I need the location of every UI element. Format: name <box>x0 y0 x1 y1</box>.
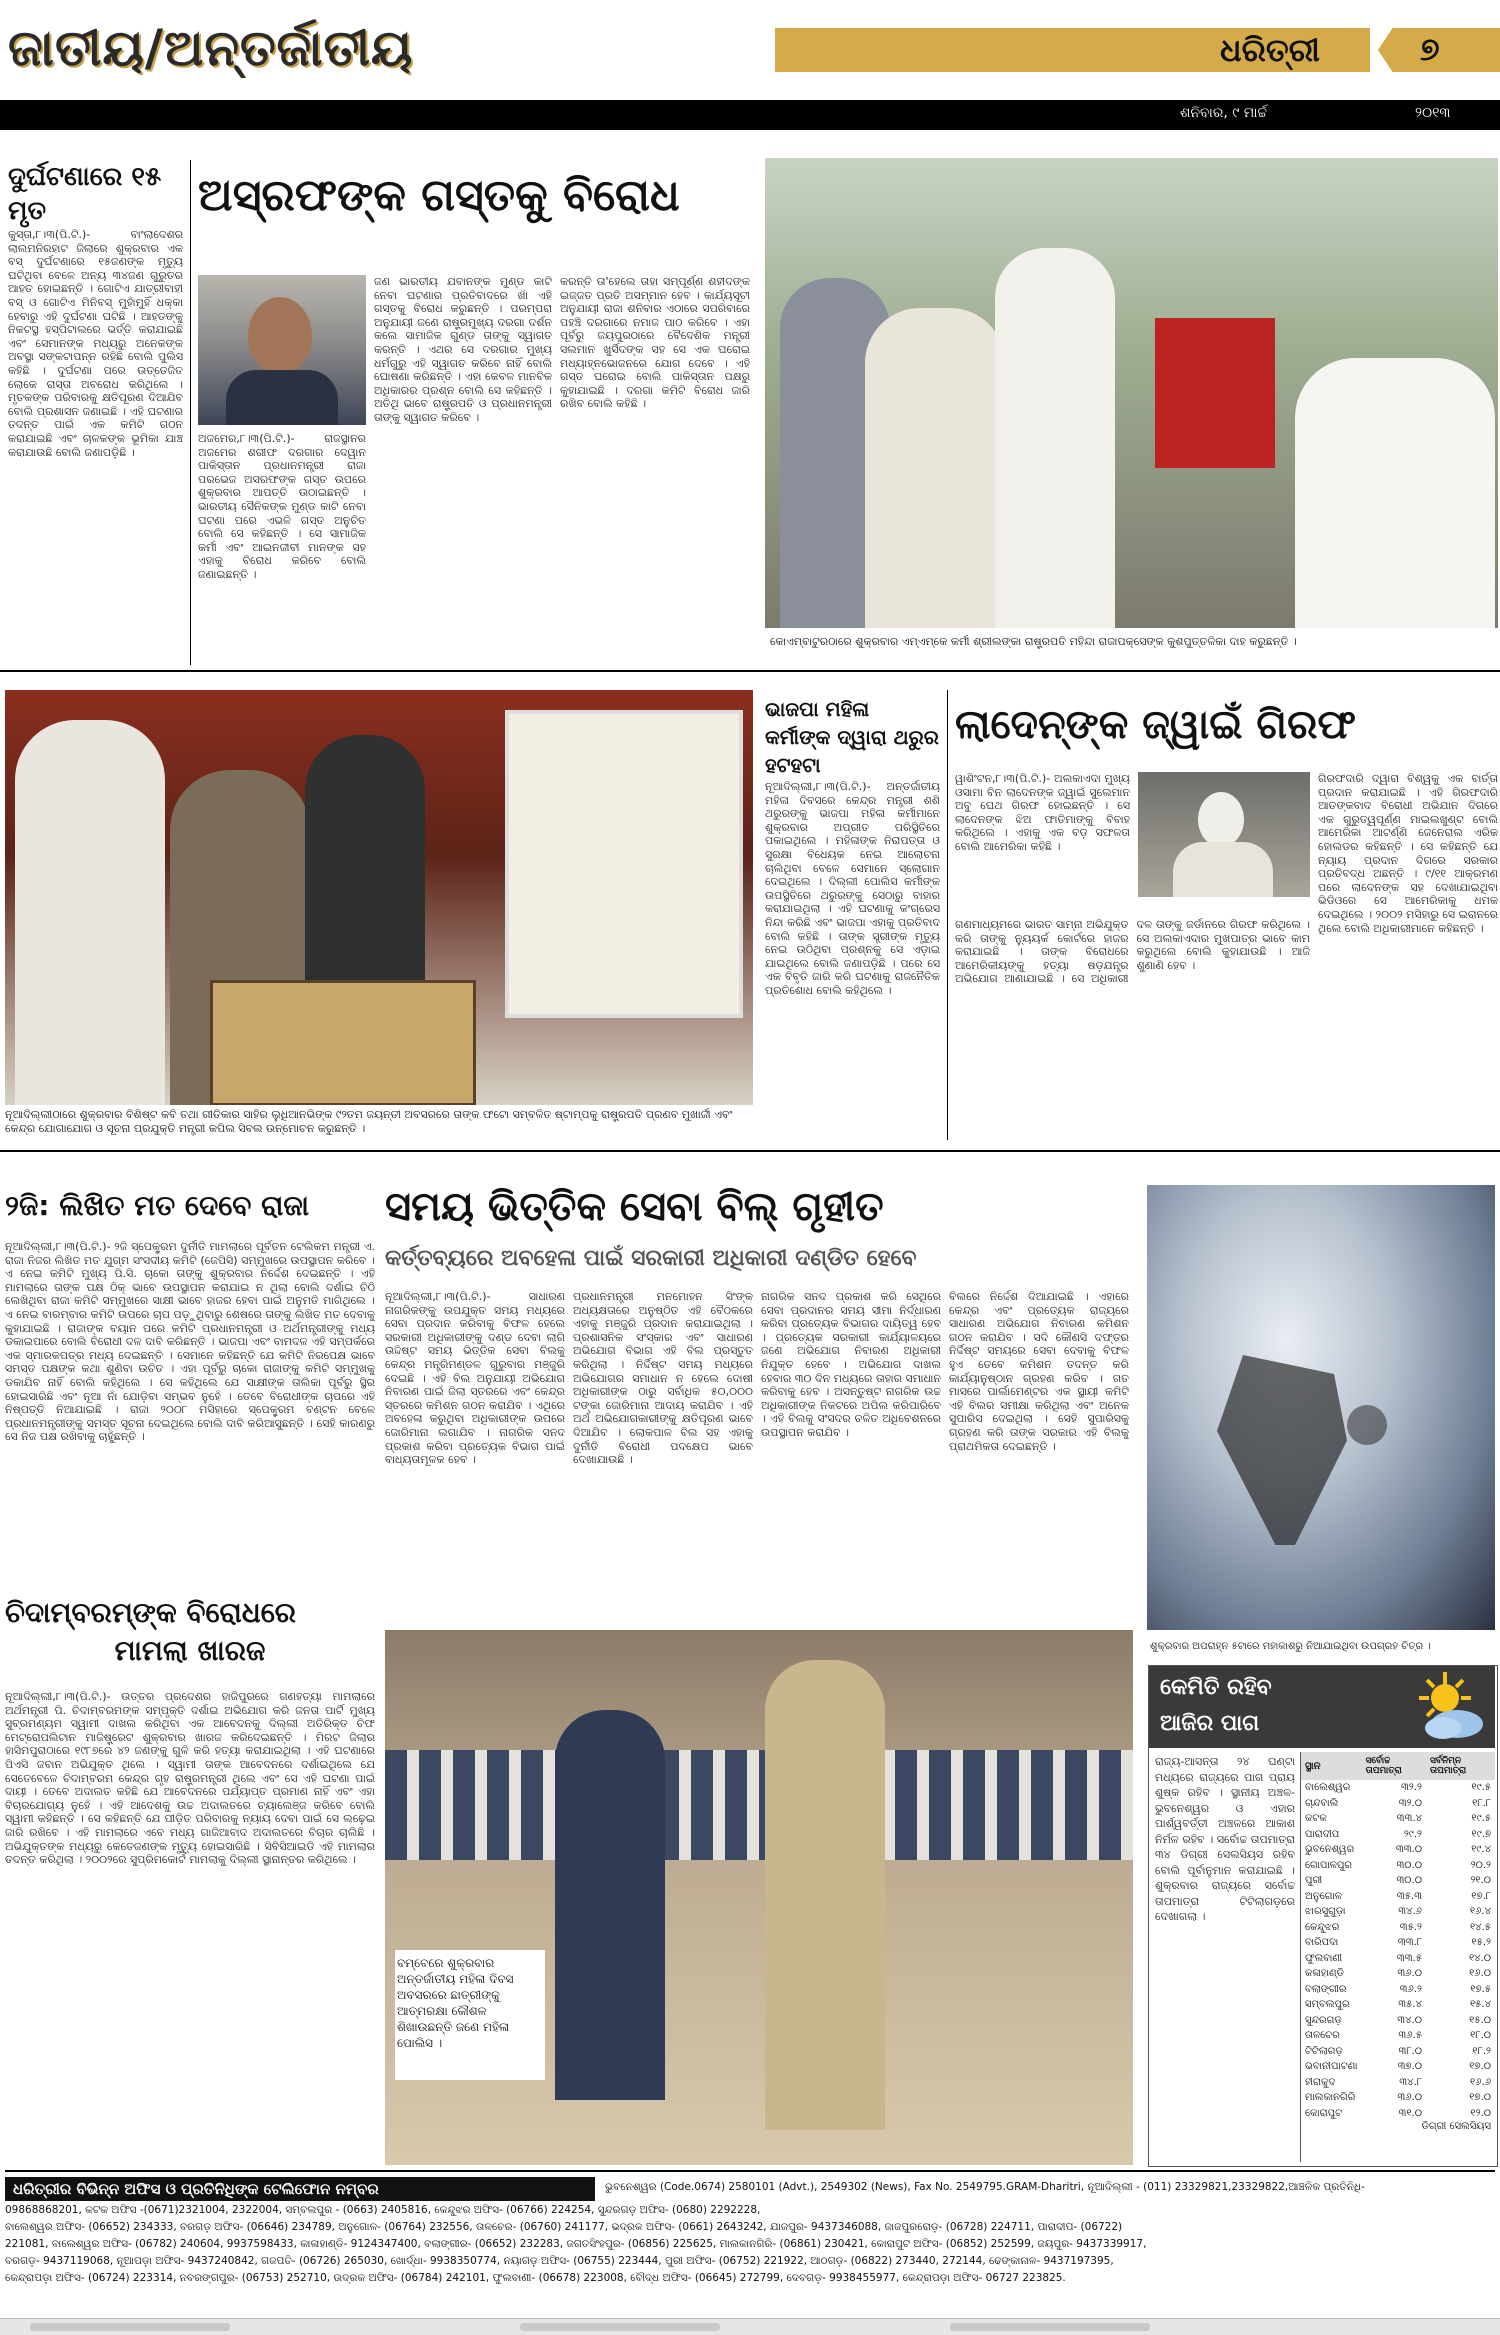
temperature-row <box>1301 2059 1495 2075</box>
temperature-cell-place: ଗୋପାଳପୁର <box>1305 1859 1353 1871</box>
self-defense-photo <box>385 1630 1133 2165</box>
masthead-rule <box>0 100 1500 130</box>
ashraf-portrait-photo <box>198 275 366 425</box>
temperature-cell-max: ୩୬.୦ <box>1397 2092 1422 2104</box>
col-max: ସର୍ବୋଚ୍ଚ ତାପମାତ୍ରା <box>1365 1756 1402 1776</box>
footer-line: ବରଗଡ଼- 9437119068, ନୂଆପଡ଼ା ଅଫିସ- 9437240842, ଗଜପତି- (06726) 265030, ଖୋର୍ଦ୍ଧା- 9938350774, ନୟାଗଡ଼ ଅଫିସ- (06755) 223444, ପୁରୀ ଅଫିସ- (06752) 221922, ଆଠଗଡ଼- (06822) 273440, 272144, ଢେଙ୍କାନାଳ- 9437197395, <box>5 2255 1114 2267</box>
temperature-row <box>1301 1873 1495 1889</box>
temperature-cell-min: ୧୯.୪ <box>1471 1844 1491 1856</box>
temperature-cell-max: ୩୩.୦ <box>1395 1844 1422 1856</box>
temperature-cell-min: ୨୧.୦ <box>1470 1875 1491 1887</box>
temperature-cell-max: ୩୦.୦ <box>1396 1859 1422 1871</box>
masthead <box>0 0 1500 121</box>
service-bill-headline: ସମୟ ଭିତ୍ତିକ ସେବା ବିଲ୍ ଗୃହୀତ <box>385 1184 884 1230</box>
temperature-row <box>1301 2028 1495 2044</box>
temperature-cell-min: ୧୭.୦ <box>1469 2061 1491 2073</box>
temperature-row <box>1301 1858 1495 1874</box>
ashraf-col1: ଅଜମେର,୮।୩(ପି.ଟି.)- ରାଜସ୍ଥାନର ଅଜମେର ଶରୀଫ ଦରଗାର ଦେୱାନ ପାକିସ୍ତାନ ପ୍ରଧାନମନ୍ତ୍ରୀ ରାଜା ପରଭେଜ ଅସରଫଙ୍କ ଗସ୍ତ ଉପରେ ଶୁକ୍ରବାର ଆପତ୍ତି ଉଠାଇଛନ୍ତି । ଭାରତୀୟ ସୈନିକଙ୍କ ମୁଣ୍ଡ କାଟି ନେବା ଘଟଣା ପରେ ଏଭଳି ଗସ୍ତ ଅନୁଚିତ ବୋଲି ସେ କହିଛନ୍ତି । ସେ ସାମାଜିକ କର୍ମୀ ଏବଂ ଆଇନଜୀବୀ ମାନଙ୍କ ସହ ଏହାକୁ ବିରୋଧ କରିବେ ବୋଲି ଜଣାଇଛନ୍ତି । <box>198 432 366 581</box>
temperature-cell-place: କେନ୍ଦୁଝର <box>1305 1921 1340 1933</box>
bjp-headline: ଭାଜପା ମହିଳା କର୍ମୀଙ୍କ ଦ୍ୱାରା ଥରୁର ହଟହଟା <box>765 697 939 777</box>
ashraf-headline: ଅସ୍‌ରଫଙ୍କ ଗସ୍ତକୁ ବିରୋଧ <box>198 170 680 221</box>
footer-line: କେନ୍ଦ୍ରାପଡ଼ା ଅଫିସ- (06724) 223314, ନବରଙ୍ଗପୁର- (06753) 252710, ଉଦ୍ରକ ଅଫିସ- (06784) 242101, ଫୁଲବାଣୀ- (06678) 223008, ବୌଦ୍ଧ ଅଫିସ- (06645) 272799, ଦେବଗଡ଼- 9938455977, କେନ୍ଦ୍ରାପଡ଼ା ଅଫିସ- 06727 223825. <box>5 2272 1066 2284</box>
footer-heading-tail: ଭୁବନେଶ୍ୱର (Code.0674) 2580101 (Advt.), 2549302 (News), Fax No. 2549795.GRAM-Dharitri, ନୂଆଦିଲ୍ଲୀ - (011) 23329821,23329822,ଆଞ୍ଚଳିକ ପ୍ରତିନିଧି- <box>605 2181 1365 2193</box>
temperature-row <box>1301 2075 1495 2091</box>
temperature-cell-max: ୩୫.୪ <box>1398 1999 1422 2011</box>
temperature-row <box>1301 1951 1495 1967</box>
weather-forecast: ରାଜ୍ୟ-ଆସନ୍ତା ୨୪ ଘଣ୍ଟା ମଧ୍ୟରେ ରାଜ୍ୟରେ ପାଗ ପ୍ରାୟ ଶୁଷ୍କ ରହିବ । ସ୍ଥାନୀୟ ଅଞ୍ଚଳ- ଭୁବନେଶ୍ୱର ଓ ଏହାର ପାର୍ଶ୍ୱବର୍ତ୍ତୀ ଅଞ୍ଚଳରେ ଆକାଶ ନିର୍ମଳ ରହିବ । ସର୍ବୋଚ୍ଚ ତାପମାତ୍ରା ୩୪ ଡିଗ୍ରୀ ସେଲସିୟସ ରହିବ ବୋଲି ପୂର୍ବାନୁମାନ କରାଯାଇଛି । ଶୁକ୍ରବାର ରାଜ୍ୟରେ ସର୍ବୋଚ୍ଚ ତାପମାତ୍ରା ଟିଟିଲାଗଡ଼ରେ ଦେଖାଗଲା । <box>1155 1755 1295 1923</box>
chidambaram-headline-line1: ଚିଦାମ୍ବରମ୍‌ଙ୍କ ବିରୋଧରେ <box>5 1596 296 1629</box>
temperature-cell-place: ଭୁବନେଶ୍ୱର <box>1305 1844 1355 1856</box>
temperature-row <box>1301 2106 1495 2122</box>
footer-heading: ଧରିତ୍ରୀର ବିଭିନ୍ନ ଅଫିସ ଓ ପ୍ରତିନିଧିଙ୍କ ଟେଲିଫୋନ ନମ୍ବର <box>13 2180 379 2198</box>
temperature-cell-max: ୩୩.୪ <box>1396 1813 1422 1825</box>
sun-cloud-icon <box>1405 1668 1490 1748</box>
temperature-cell-place: କଳାହାଣ୍ଡି <box>1305 1968 1344 1980</box>
temperature-cell-place: ବଲାଙ୍ଗୀର <box>1305 1983 1347 1995</box>
temperature-cell-min: ୧୮.୨ <box>1472 2045 1491 2057</box>
temperature-cell-place: ତାଳଚେର <box>1305 2030 1340 2042</box>
temperature-cell-place: ଚାନ୍ଦବାଲି <box>1305 1797 1339 1809</box>
satellite-image <box>1147 1185 1495 1630</box>
temperature-cell-min: ୧୭.୦ <box>1469 2092 1491 2104</box>
temperature-cell-max: ୩୦.୦ <box>1396 1875 1422 1887</box>
temperature-cell-place: ଫୁଲବାଣୀ <box>1305 1952 1343 1964</box>
temperature-row <box>1301 1920 1495 1936</box>
unit-note: ଡିଗ୍ରୀ ସେଲସିୟସ <box>1421 2121 1491 2132</box>
temperature-cell-min: ୧୭.୮ <box>1471 1890 1491 1902</box>
scrollbar-thumb[interactable] <box>520 2323 720 2331</box>
issue-date: ଶନିବାର, ୯ ମାର୍ଚ୍ଚ <box>1180 105 1268 121</box>
temperature-row <box>1301 1796 1495 1812</box>
temperature-row <box>1301 1780 1495 1796</box>
temperature-cell-min: ୧୬.୬ <box>1470 2076 1491 2088</box>
temperature-row <box>1301 1997 1495 2013</box>
temperature-cell-max: ୩୩.୫ <box>1396 1952 1422 1964</box>
temperature-cell-place: ମାଲକାନଗିରି <box>1305 2092 1356 2104</box>
weather-title-line1: କେମିତି ରହିବ <box>1160 1675 1272 1700</box>
temperature-cell-min: ୧୭.୫ <box>1470 1983 1491 1995</box>
column-divider <box>190 160 191 665</box>
temperature-cell-max: ୩୬.୦ <box>1397 1968 1422 1980</box>
temperature-cell-max: ୩୬.୫ <box>1398 2030 1422 2042</box>
temperature-cell-place: ବାରିପଦା <box>1305 1937 1339 1949</box>
section-rule <box>0 1150 1500 1152</box>
temperature-row <box>1301 1982 1495 1998</box>
temperature-row <box>1301 1842 1495 1858</box>
laden-col3: ଗିରଫଦାରି ଦ୍ୱାରା ବିଶ୍ୱକୁ ଏକ ବାର୍ତ୍ତା ପ୍ରଦାନ କରାଯାଇଛି । ଏହି ଗିରଫଦାରି ଆତଙ୍କବାଦ ବିରୋଧୀ ଅଭିଯାନ ଦିଗରେ ଏକ ଗୁରୁତ୍ୱପୂର୍ଣ୍ଣ ମାଇଲଖୁଣ୍ଟ ବୋଲି ଆମେରିକା ଆଟର୍ଣ୍ଣି ଜେନେରାଲ ଏରିକ ହୋଲଡର କହିଛନ୍ତି । ସେ କହିଛନ୍ତି ଯେ ନ୍ୟାୟ ପ୍ରଦାନ ଦିଗରେ ସରକାର ପ୍ରତିବଦ୍ଧ ଅଛନ୍ତି । ୯/୧୧ ଆକ୍ରମଣ ପରେ ଲାଦେନଙ୍କ ସହ ଦେଖାଯାଇଥିବା ଭିଡିଓରେ ସେ ଆମେରିକାକୁ ଧମକ ଦେଇଥିଲେ । ୨୦୦୨ ମସିହାରୁ ସେ ଇରାନରେ ଥିଲେ ବୋଲି ଅଧିକାରୀମାନେ କହିଛନ୍ତି । <box>1318 772 1498 935</box>
temperature-row <box>1301 1904 1495 1920</box>
accident-headline: ଦୁର୍ଘଟଣାରେ ୧୫ ମୃତ <box>8 162 162 226</box>
temperature-cell-max: ୩୭.୦ <box>1397 2061 1422 2073</box>
scrollbar-thumb[interactable] <box>950 2323 1150 2331</box>
footer-contacts <box>5 2170 1495 2292</box>
temperature-cell-place: ବାଲେଶ୍ୱର <box>1305 1782 1351 1794</box>
temperature-cell-max: ୩୫.୩ <box>1396 1890 1422 1902</box>
page-number: ୭ <box>1420 30 1440 68</box>
horizontal-scrollbar[interactable] <box>0 2318 1500 2335</box>
temperature-cell-max: ୩୨.୦ <box>1398 1797 1422 1809</box>
footer-line: 09868868201, କଟକ ଅଫିସ -(0671)2321004, 2322004, ସମ୍ବଲପୁର - (0663) 2405816, କେନ୍ଦୁଝର ଅଫିସ- (06766) 224254, ସୁନ୍ଦରଗଡ଼ ଅଫିସ- (0680) 2292228, <box>5 2204 761 2216</box>
laden-col1: ୱାଶିଂଟନ,୮।୩(ପି.ଟି.)- ଅଲକାଏଦା ମୁଖ୍ୟ ଓସାମା ବିନ ଲାଦେନଙ୍କ ଜ୍ୱାଇଁ ସୁଲେମାନ ଅବୁ ଘେଥ ଗିରଫ ହୋଇଛନ୍ତି । ସେ ଲାଦେନଙ୍କ ଝିଅ ଫାତିମାଙ୍କୁ ବିବାହ କରିଥିଲେ । ଏହାକୁ ଏକ ବଡ଼ ସଫଳତା ବୋଲି ଆମେରିକା କହିଛି । <box>955 772 1130 853</box>
temperature-row <box>1301 1935 1495 1951</box>
temperature-cell-max: ୩୮.୦ <box>1398 2045 1422 2057</box>
temperature-cell-max: ୩୪.୦ <box>1397 2014 1422 2026</box>
temperature-row <box>1301 2044 1495 2060</box>
temperature-cell-min: ୧୫.୦ <box>1469 2014 1491 2026</box>
temperature-cell-min: ୧୮.୦ <box>1470 2030 1491 2042</box>
service-bill-subheadline: କର୍ତ୍ତବ୍ୟରେ ଅବହେଳା ପାଇଁ ସରକାରୀ ଅଧିକାରୀ ଦଣ୍ଡିତ ହେବେ <box>385 1246 917 1271</box>
temperature-cell-min: ୧୬.୪ <box>1469 1906 1491 1918</box>
temperature-cell-min: ୧୪.୦ <box>1468 1952 1491 1964</box>
section-title: ଜାତୀୟ/ଅନ୍ତର୍ଜାତୀୟ <box>8 19 414 77</box>
temperature-cell-max: ୩୧.୦ <box>1398 2107 1422 2119</box>
chidambaram-body: ନୂଆଦିଲ୍ଲୀ,୮।୩(ପି.ଟି.)- ଉତ୍ତର ପ୍ରଦେଶର ହାଜିପୁରରେ ଗଣହତ୍ୟା ମାମଲାରେ ଅର୍ଥମନ୍ତ୍ରୀ ପି. ଚିଦାମ୍ବରମଙ୍କ ସମ୍ପୃକ୍ତି ଦର୍ଶାଇ ଅଭିଯୋଗ କରି ଜନତା ପାର୍ଟି ମୁଖ୍ୟ ସୁବ୍ରମଣ୍ୟମ ସ୍ୱାମୀ ଦାଖଲ କରିଥିବା ଏକ ଆବେଦନକୁ ଦିଲ୍ଲୀ ଅତିରିକ୍ତ ଚିଫ ମେଟ୍ରୋପଲିଟାନ ମାଜିଷ୍ଟ୍ରେଟ ଶୁକ୍ରବାର ଖାରଜ କରିଦେଇଛନ୍ତି । ମିରଟ ଜିଲାର ହାସିମପୁରାଠାରେ ୧୯୮୭ରେ ୪୨ ଜଣଙ୍କୁ ଗୁଳି କରି ହତ୍ୟା କରାଯାଇଥିଲା । ଏହି ଘଟଣାରେ ପିଏସି ଜବାନ ଅଭିଯୁକ୍ତ ଥିଲେ । ସ୍ୱାମୀ ତାଙ୍କ ଆବେଦନରେ ଦର୍ଶାଇଥିଲେ ଯେ ସେତେବେଳେ ଚିଦାମ୍ବରମ କେନ୍ଦ୍ର ଗୃହ ରାଷ୍ଟ୍ରମନ୍ତ୍ରୀ ଥିଲେ ଏବଂ ସେ ଏହି ଘଟଣା ପାଇଁ ଦାୟୀ । ତେବେ ଅଦାଲତ କହିଛି ଯେ ଆବେଦନରେ ପର୍ଯ୍ୟାପ୍ତ ପ୍ରମାଣ ନାହିଁ ଏବଂ ଏହା ବିଚାରଯୋଗ୍ୟ ନୁହେଁ । ଏହି ଆଦେଶକୁ ଉଚ୍ଚ ଅଦାଲତରେ ଚ୍ୟାଲେଞ୍ଜ କରିବେ ବୋଲି ସ୍ୱାମୀ କହିଛନ୍ତି । ସେ କହିଛନ୍ତି ଯେ ପୀଡ଼ିତ ପରିବାରକୁ ନ୍ୟାୟ ଦେବା ପାଇଁ ସେ ଲଢ଼େଇ ଜାରି ରଖିବେ । ଏହି ମାମଲାରେ ଏବେ ମଧ୍ୟ ଗାଜିଆବାଦ ଅଦାଲତରେ ବିଚାର ଚାଲିଛି । ଅଭିଯୁକ୍ତଙ୍କ ମଧ୍ୟରୁ କେତେଜଣଙ୍କ ମୃତ୍ୟୁ ହୋଇସାରିଛି । ସିବିସିଆଇଡି ଏହି ମାମଲାର ତଦନ୍ତ କରିଥିଲା । ୨୦୦୨ରେ ସୁପ୍ରିମକୋର୍ଟ ମାମଲାକୁ ଦିଲ୍ଲୀ ସ୍ଥାନାନ୍ତର କରିଥିଲେ । <box>5 1690 375 1867</box>
temperature-cell-max: ୩୬.୨ <box>1399 1983 1422 1995</box>
col-min: ସର୍ବନିମ୍ନ ତାପମାତ୍ରା <box>1429 1756 1467 1776</box>
temperature-cell-max: ୨୯.୨ <box>1403 1828 1422 1840</box>
footer-line: ବାଲେଶ୍ୱର ଅଫିସ- (06652) 234333, ବରଗଡ଼ ଅଫିସ- (06646) 234789, ଅନୁଗୋଳ- (06764) 232556, ତାଳଚେର- (06760) 241177, ଭଦ୍ରକ ଅଫିସ- (0661) 2643242, ଯାଜପୁର- 9437346088, ଜାଜପୁରରୋଡ଼- (06728) 224711, ପାରାଦୀପ- (06722) <box>5 2221 1123 2233</box>
temperature-cell-max: ୩୪.୬ <box>1398 1906 1422 1918</box>
temperature-cell-max: ୩୩.୮ <box>1397 1937 1422 1949</box>
service-bill-col3: ନାଗରିକ ସନଦ ପ୍ରକାଶ କରି ସେଥିରେ ସେବା ପ୍ରଦାନର ସମୟ ସୀମା ନିର୍ଦ୍ଧାରଣ କରିବା ପ୍ରତ୍ୟେକ ବିଭାଗର ଦାୟିତ୍ୱ ହେବ । ପ୍ରତ୍ୟେକ ସରକାରୀ କାର୍ଯ୍ୟାଳୟରେ ଜଣେ ଅଭିଯୋଗ ନିବାରଣ ଅଧିକାରୀ ନିଯୁକ୍ତ ହେବେ । ଅଭିଯୋଗ ଦାଖଲ ହେବାର ୩୦ ଦିନ ମଧ୍ୟରେ ତାହାର ସମାଧାନ କରିବାକୁ ହେବ । ଅସନ୍ତୁଷ୍ଟ ନାଗରିକ ଉଚ୍ଚ ଅଧିକାରୀଙ୍କ ନିକଟରେ ଅପିଲ କରିପାରିବେ । ଏହି ବିଲକୁ ସଂସଦର ଚଳିତ ଅଧିବେଶନରେ ଉପସ୍ଥାପନ କରାଯିବ । <box>761 1290 941 1439</box>
self-defense-caption: ବମ୍ବେରେ ଶୁକ୍ରବାର ଅନ୍ତର୍ଜାତୀୟ ମହିଳା ଦିବସ ଅବସରରେ ଛାତ୍ରୀଙ୍କୁ ଆତ୍ମରକ୍ଷା କୌଶଳ ଶିଖାଉଛନ୍ତି ଜଣେ ମହିଳା ପୋଲିସ । <box>397 1955 537 2075</box>
effigy-burning-photo <box>765 158 1498 628</box>
temperature-cell-min: ୧୪.୫ <box>1469 1921 1491 1933</box>
temperature-cell-place: ଟିଟିଲାଗଡ଼ <box>1305 2045 1343 2057</box>
temperature-cell-min: ୧୫.୨ <box>1471 1937 1491 1949</box>
satellite-caption: ଶୁକ୍ରବାର ଅପରାହ୍ନ ୫ଟାରେ ମହାକାଶରୁ ନିଆଯାଇଥିବା ଉପଗ୍ରହ ଚିତ୍ର । <box>1150 1641 1431 1652</box>
temperature-cell-place: ପୁରୀ <box>1305 1875 1323 1887</box>
temperature-cell-min: ୨୦.୨ <box>1470 1859 1491 1871</box>
temperature-cell-place: ସୁନ୍ଦରଗଡ଼ <box>1305 2014 1342 2026</box>
temperature-cell-min: ୧୯.୫ <box>1471 1782 1491 1794</box>
temperature-row <box>1301 2090 1495 2106</box>
temperature-cell-place: କଟକ <box>1305 1813 1327 1825</box>
stamp-release-photo <box>5 690 753 1105</box>
temperature-row <box>1301 1827 1495 1843</box>
temperature-cell-max: ୩୪.୮ <box>1399 2076 1422 2088</box>
temperature-cell-place: ସମ୍ବଲପୁର <box>1305 1999 1350 2011</box>
scrollbar-thumb[interactable] <box>30 2323 230 2331</box>
paper-name: ଧରିତ୍ରୀ <box>1220 31 1320 69</box>
accident-body: କୁସ୍ତା,୮।୩(ପି.ଟି.)- ବାଂଲାଦେଶର ଲାଲମନିରହାଟ ଜିଲାରେ ଶୁକ୍ରବାର ଏକ ବସ୍ ଦୁର୍ଘଟଣାରେ ୧୫ଜଣଙ୍କ ମୃତ୍ୟୁ ଘଟିଥିବା ବେଳେ ଅନ୍ୟ ୩୪ଜଣ ଗୁରୁତର ଆହତ ହୋଇଛନ୍ତି । ଗୋଟିଏ ଯାତ୍ରୀବାହୀ ବସ୍ ଓ ଗୋଟିଏ ମିନିବସ୍ ମୁହାଁମୁହିଁ ଧକ୍କା ହେବାରୁ ଏହି ଦୁର୍ଘଟଣା ଘଟିଛି । ଆହତଙ୍କୁ ନିକଟସ୍ଥ ହସ୍ପିଟାଲରେ ଭର୍ତ୍ତି କରାଯାଇଛି ଏବଂ ସେମାନଙ୍କ ମଧ୍ୟରୁ ଅନେକଙ୍କ ଅବସ୍ଥା ସଙ୍କଟାପନ୍ନ ରହିଛି ବୋଲି ପୁଲିସ କହିଛି । ଦୁର୍ଘଟଣା ପରେ ଉତ୍ତେଜିତ ଲୋକେ ରାସ୍ତା ଅବରୋଧ କରିଥିଲେ । ମୃତକଙ୍କ ପରିବାରକୁ କ୍ଷତିପୂରଣ ଦିଆଯିବ ବୋଲି ପ୍ରଶାସନ ଜଣାଇଛି । ଏହି ଘଟଣାର ତଦନ୍ତ ପାଇଁ ଏକ କମିଟି ଗଠନ କରାଯାଇଛି ଏବଂ ଚାଳକଙ୍କ ଭୂମିକା ଯାଞ୍ଚ କରାଯାଉଛି ବୋଲି ଜଣାପଡ଼ିଛି । <box>8 228 183 459</box>
temperature-cell-min: ୧୫.୪ <box>1469 1999 1491 2011</box>
stamp-photo-caption: ନୂଆଦିଲ୍ଲୀଠାରେ ଶୁକ୍ରବାର ବିଶିଷ୍ଟ କବି ତଥା ଗୀତିକାର ସାହିର ଲୁଧିଆନଭିଙ୍କ ୯୨ତମ ଜୟନ୍ତୀ ଅବସରରେ ତାଙ୍କ ଫଟୋ ସମ୍ବଳିତ ଷ୍ଟାମ୍ପକୁ ରାଷ୍ଟ୍ରପତି ପ୍ରଣବ ମୁଖାର୍ଜୀ ଏବଂ କେନ୍ଦ୍ର ଯୋଗାଯୋଗ ଓ ସୂଚନା ପ୍ରଯୁକ୍ତି ମନ୍ତ୍ରୀ କପିଲ ସିବଲ ଉନ୍ମୋଚନ କରୁଛନ୍ତି । <box>5 1108 733 1135</box>
twog-headline: ୨ଜି: ଲିଖିତ ମତ ଦେବେ ରାଜା <box>5 1189 310 1222</box>
temperature-grid <box>1301 1752 1495 2121</box>
section-rule <box>0 670 1500 672</box>
temperature-row <box>1301 1889 1495 1905</box>
col-place: ସ୍ଥାନ <box>1305 1760 1321 1772</box>
ashraf-col2: ଜଣ ଭାରତୀୟ ଯବାନଙ୍କ ମୁଣ୍ଡ କାଟି ନେବା ଘଟଣାର ପ୍ରତିବାଦରେ ଖାଁ ଏହି ଗସ୍ତକୁ ବିରୋଧ କରୁଛନ୍ତି । ପରମ୍ପରା ଅନୁଯାୟୀ ଜଣେ ରାଷ୍ଟ୍ରମୁଖ୍ୟ ଦରଗା ଦର୍ଶନ କଲେ ସାମାଜିକ ଗୁଣ୍ଡ ତାଙ୍କୁ ସ୍ୱାଗତ କରନ୍ତି । ଏଥର ସେ ଦରଗାର ମୁଖ୍ୟ ଧର୍ମଗୁରୁ ଏହି ସ୍ୱାଗତ କରିବେ ନାହିଁ ବୋଲି ଘୋଷଣା କରିଛନ୍ତି । ଏହା କେବଳ ମାନବିକ ଅଧିକାରର ପ୍ରଶ୍ନ ବୋଲି ସେ କହିଛନ୍ତି । ଅତିଥି ଭାବେ ରାଷ୍ଟ୍ରପତି ଓ ପ୍ରଧାନମନ୍ତ୍ରୀ ତାଙ୍କୁ ସ୍ୱାଗତ କରିବେ । <box>374 275 552 424</box>
service-bill-col2: ପ୍ରଧାନମନ୍ତ୍ରୀ ମନମୋହନ ସିଂଙ୍କ ଅଧ୍ୟକ୍ଷତାରେ ଅନୁଷ୍ଠିତ ଏହି ବୈଠକରେ ଏହାକୁ ମଞ୍ଜୁରି ପ୍ରଦାନ କରାଯାଇଥିଲା । ପ୍ରଶାସନିକ ସଂସ୍କାର ଏବଂ ସାଧାରଣ ଅଭିଯୋଗ ବିଭାଗ ଏହି ବିଲ ପ୍ରସ୍ତୁତ କରିଥିଲା । ନିର୍ଦ୍ଦିଷ୍ଟ ସମୟ ମଧ୍ୟରେ ଅଭିଯୋଗର ସମାଧାନ ନ ହେଲେ ଦୋଷୀ ଅଧିକାରୀଙ୍କ ଠାରୁ ସର୍ବାଧିକ ୫୦,୦୦୦ ଟଙ୍କା ଜୋରିମାନା ଆଦାୟ କରାଯିବ । ଏହି ଅର୍ଥ ଅଭିଯୋଗକାରୀଙ୍କୁ କ୍ଷତିପୂରଣ ଭାବେ ଦିଆଯିବ । ଲୋକପାଳ ବିଲ ସହ ଏହାକୁ ଦୁର୍ନୀତି ବିରୋଧୀ ପଦକ୍ଷେପ ଭାବେ ଦେଖାଯାଉଛି । <box>573 1290 753 1467</box>
twog-body: ନୂଆଦିଲ୍ଲୀ,୮।୩(ପି.ଟି.)- ୨ଜି ସ୍ପେକ୍ଟ୍ରମ ଦୁର୍ନୀତି ମାମଲାରେ ପୂର୍ବତନ ଟେଲିକମ ମନ୍ତ୍ରୀ ଏ. ରାଜା ନିଜର ଲିଖିତ ମତ ଯୁଗ୍ମ ସଂସଦୀୟ କମିଟି (ଜେପିସି) ସମ୍ମୁଖରେ ଉପସ୍ଥାପନ କରିବେ । ଏ ନେଇ କମିଟି ମୁଖ୍ୟ ପି.ସି. ଚାକୋ ତାଙ୍କୁ ଶୁକ୍ରବାର ନିର୍ଦ୍ଦେଶ ଦେଇଛନ୍ତି । ଏହି ମାମଲାରେ ତାଙ୍କ ପକ୍ଷ ଠିକ୍ ଭାବେ ଉପସ୍ଥାପନ କରାଯାଇ ନ ଥିଲା ବୋଲି ଦର୍ଶାଇ ଚିଠି ଲେଖିଥିବା ରାଜା କମିଟି ସମ୍ମୁଖରେ ସାକ୍ଷୀ ଭାବେ ହାଜର ହେବା ପାଇଁ ଅନୁମତି ମାଗିଥିଲେ । ଏ ନେଇ ବାରମ୍ବାର କମିଟି ଉପରେ ଚାପ ପଡ଼ୁଥିବାରୁ ଶେଷରେ ତାଙ୍କୁ ଲିଖିତ ମତ ଦେବାକୁ କୁହାଯାଇଛି । ରାଜାଙ୍କ ବୟାନ ପରେ କମିଟି ପ୍ରଧାନମନ୍ତ୍ରୀ ଓ ଅର୍ଥମନ୍ତ୍ରୀଙ୍କୁ ମଧ୍ୟ ଡକାଇପାରେ ବୋଲି ବିରୋଧୀ ଦଳ ଦାବି କରିଛନ୍ତି । ଭାଜପା ଏବଂ ବାମଦଳ ଏହି ସମ୍ପର୍କରେ ଏକ ସ୍ମାରକପତ୍ର ମଧ୍ୟ ଦେଇଛନ୍ତି । ସେମାନେ କହିଛନ୍ତି ଯେ କମିଟି ନିରପେକ୍ଷ ଭାବେ ସମସ୍ତ ପକ୍ଷଙ୍କ କଥା ଶୁଣିବା ଉଚିତ । ଏହା ପୂର୍ବରୁ ଚାକୋ ରାଜାଙ୍କୁ କମିଟି ସମ୍ମୁଖକୁ ଡକାଯିବ ନାହିଁ ବୋଲି କହିଥିଲେ । ସେ କହିଥିଲେ ଯେ ସାକ୍ଷୀଙ୍କ ତାଲିକା ପୂର୍ବରୁ ସ୍ଥିର ହୋଇସାରିଛି ଏବଂ ନୂଆ ନାଁ ଯୋଡ଼ିବା ସମ୍ଭବ ନୁହେଁ । ତେବେ ବିରୋଧୀଙ୍କ ଚାପରେ ଏହି ନିଷ୍ପତ୍ତି ନିଆଯାଇଛି । ରାଜା ୨୦୦୮ ମସିହାରେ ସ୍ପେକ୍ଟ୍ରମ ବଣ୍ଟନ ବେଳେ ପ୍ରଧାନମନ୍ତ୍ରୀଙ୍କୁ ସମସ୍ତ ସୂଚନା ଦେଇଥିଲେ ବୋଲି ଦାବି କରିଆସୁଛନ୍ତି । ସେହି କାରଣରୁ ସେ ନିଜ ପକ୍ଷ ରଖିବାକୁ ଚାହୁଁଛନ୍ତି । <box>5 1240 375 1444</box>
temperature-row <box>1301 1966 1495 1982</box>
temperature-cell-place: ଅନୁଗୋଳ <box>1305 1890 1342 1902</box>
issue-year: ୨୦୧୩ <box>1415 105 1451 121</box>
temperature-row <box>1301 1811 1495 1827</box>
laden-son-in-law-photo <box>1138 772 1310 897</box>
weather-title-line2: ଆଜିର ପାଗ <box>1160 1711 1260 1736</box>
temperature-cell-max: ୩୫.୨ <box>1399 1921 1422 1933</box>
column-divider <box>947 690 948 1140</box>
effigy-photo-caption: କୋଏମ୍ବାଟୁରଠାରେ ଶୁକ୍ରବାର ଏମ୍‌ଏମ୍‌କେ କର୍ମୀ ଶ୍ରୀଲଙ୍କା ରାଷ୍ଟ୍ରପତି ମହିନ୍ଦା ରାଜାପକ୍ସେଙ୍କ କୁଶପୁତ୍ତଳିକା ଦାହ କରୁଛନ୍ତି । <box>770 635 1297 648</box>
service-bill-col4: ବିଲରେ ନିର୍ଦ୍ଦେଶ ଦିଆଯାଇଛି । ଏହାରେ କେନ୍ଦ୍ର ଏବଂ ପ୍ରତ୍ୟେକ ରାଜ୍ୟରେ ସାଧାରଣ ଅଭିଯୋଗ ନିବାରଣ କମିଶନ ଗଠନ କରାଯିବ । ସଦି କୌଣସି ଦଫ୍ତର ନିର୍ଦ୍ଦିଷ୍ଟ ସମୟରେ ସେବା ଦେବାକୁ ବିଫଳ ହୁଏ ତେବେ କମିଶନ ତଦନ୍ତ କରି କାର୍ଯ୍ୟାନୁଷ୍ଠାନ ଗ୍ରହଣ କରିବ । ଗତ ମାସରେ ପାର୍ଲାମେଣ୍ଟର ଏକ ସ୍ଥାୟୀ କମିଟି ଏହି ବିଲର ସମୀକ୍ଷା କରିଥିଲା ଏବଂ ଅନେକ ସୁପାରିସ ଦେଇଥିଲା । ସେହି ସୁପାରିସକୁ ଗ୍ରହଣ କରି ତାଙ୍କ ସରକାର ଏହି ବିଲକୁ ପ୍ରାଥମିକତା ଦେଇଛନ୍ତି । <box>949 1290 1129 1453</box>
temperature-cell-max: ୩୨.୨ <box>1400 1782 1422 1794</box>
ashraf-col3: କରନ୍ତି ତା'ହେଲେ ତାହା ସମ୍ପୂର୍ଣ୍ଣ ଶହୀଦଙ୍କ ଇଜ୍ଜତ ପ୍ରତି ଅସମ୍ମାନ ହେବ । କାର୍ଯ୍ୟସୂଚୀ ଅନୁଯାୟୀ ରାଜା ଶନିବାର ଏଠାରେ ସପରିବାରେ ପହଞ୍ଚି ଦରଗାରେ ନମାଜ ପାଠ କରିବେ । ଏହା ପୂର୍ବରୁ ଜୟପୁରଠାରେ ବୈଦେଶିକ ମନ୍ତ୍ରୀ ସଲମାନ ଖୁର୍ସିଦଙ୍କ ସହ ସେ ଏକ ଘରୋଇ ମଧ୍ୟାହ୍ନଭୋଜନରେ ଯୋଗ ଦେବେ । ଏହି ଗସ୍ତ ଘରୋଇ ବୋଲି ପାକିସ୍ତାନ ପକ୍ଷରୁ କୁହାଯାଇଛି । ଦରଗା କମିଟି ବିରୋଧ ଜାରି ରଖିବ ବୋଲି କହିଛି । <box>560 275 750 411</box>
temperature-row <box>1301 2013 1495 2029</box>
footer-line: 221081, ବାଲେଶ୍ୱର ଅଫିସ- (06782) 240604, 9937598433, କାଳାହାଣ୍ଡି- 9124347400, ବଲାଙ୍ଗୀର- (06652) 232283, ଜଗତସିଂହପୁର- (06856) 225625, ମାଲକାନଗିରି- (06861) 230421, କୋରାପୁଟ ଅଫିସ- (06852) 252599, ଜୟପୁର- 9437339917, <box>5 2238 1147 2250</box>
temperature-cell-place: ହୀରାକୁଦ <box>1305 2076 1336 2088</box>
temperature-cell-place: ଝାରସୁଗୁଡ଼ା <box>1305 1906 1346 1918</box>
temperature-cell-min: ୧୨.୦ <box>1470 2107 1491 2119</box>
laden-col2: ଗଣମାଧ୍ୟମରେ ଭାରତ ସାମ୍ନା ଅଭିଯୁକ୍ତ କରି ତାଙ୍କୁ ନ୍ୟୁୟର୍କ କୋର୍ଟରେ ହାଜର କରାଯାଇଛି । ତାଙ୍କ ବିରୋଧରେ ଆମେରିକୀୟଙ୍କୁ ହତ୍ୟା ଷଡ଼ଯନ୍ତ୍ର ଅଭିଯୋଗ ଆଣାଯାଇଛି । ସେ ଅଧିକାରୀ ଦଳ ତାଙ୍କୁ ଜର୍ଡାନରେ ଗିରଫ କରିଥିଲେ । ସେ ଅଲକାଏଦାର ମୁଖପାତ୍ର ଭାବେ କାମ କରୁଥିଲେ ବୋଲି କୁହାଯାଉଛି । ଆଜି ଶୁଣାଣି ହେବ । <box>955 918 1310 986</box>
chidambaram-headline-line2: ମାମଲା ଖାରଜ <box>114 1634 266 1667</box>
temperature-cell-place: ଭବାନୀପାଟଣା <box>1305 2061 1358 2073</box>
laden-headline: ଲାଦେନ୍‌ଙ୍କ ଜ୍ୱାଇଁ ଗିରଫ <box>955 702 1356 748</box>
temperature-cell-place: ପାରାଦୀପ <box>1305 1828 1340 1840</box>
temperature-cell-place: କୋରାପୁଟ <box>1305 2107 1343 2119</box>
temperature-cell-min: ୧୯.୭ <box>1471 1828 1491 1840</box>
temperature-table <box>1300 1752 1495 2162</box>
temperature-cell-min: ୧୬.୦ <box>1469 1968 1491 1980</box>
temperature-cell-min: ୧୯.୫ <box>1471 1813 1491 1825</box>
bjp-body: ନୂଆଦିଲ୍ଲୀ,୮।୩(ପି.ଟି.)- ଅନ୍ତର୍ଜାତୀୟ ମହିଳା ଦିବସରେ କେନ୍ଦ୍ର ମନ୍ତ୍ରୀ ଶଶି ଥରୁରଙ୍କୁ ଭାଜପା ମହିଳା କର୍ମୀମାନେ ଶୁକ୍ରବାର ଅପ୍ରୀତ ପରିସ୍ଥିତିରେ ପକାଇଥିଲେ । ମହିଳାଙ୍କ ନିରାପତ୍ତା ଓ ସୁରକ୍ଷା ବିଧେୟକ ନେଇ ଆଲୋଚନା ଚାଲିଥିବା ବେଳେ ସେମାନେ ସ୍ଲୋଗାନ ଦେଇଥିଲେ । ଦିଲ୍ଲୀ ପୋଲିସ କର୍ମୀଙ୍କ ଉପସ୍ଥିତିରେ ଥରୁରଙ୍କୁ ସେଠାରୁ ବାହାର କରାଯାଇଥିଲା । ଏହି ଘଟଣାକୁ କଂଗ୍ରେସ ନିନ୍ଦା କରିଛି ଏବଂ ଭାଜପା ଏହାକୁ ପ୍ରତିବାଦ ବୋଲି କହିଛି । ତାଙ୍କ ସ୍ତ୍ରୀଙ୍କ ମୃତ୍ୟୁ ନେଇ ଉଠିଥିବା ପ୍ରଶ୍ନକୁ ସେ ଏଡ଼ାଇ ଯାଇଥିଲେ ବୋଲି ଜଣାପଡ଼ିଛି । ପରେ ସେ ଏକ ବିବୃତି ଜାରି କରି ଘଟଣାକୁ ରାଜନୈତିକ ପ୍ରତିଶୋଧ ବୋଲି କହିଥିଲେ । <box>765 780 940 997</box>
temperature-cell-min: ୧୮.୮ <box>1472 1797 1491 1809</box>
service-bill-col1: ନୂଆଦିଲ୍ଲୀ,୮।୩(ପି.ଟି.)- ସାଧାରଣ ନାଗରିକଙ୍କୁ ଉପଯୁକ୍ତ ସମୟ ମଧ୍ୟରେ ସେବା ପ୍ରଦାନ କରିବାକୁ ବିଫଳ ହେଲେ ସରକାରୀ ଅଧିକାରୀଙ୍କୁ ଦଣ୍ଡ ଦେବା ଲାଗି ଉଦ୍ଦିଷ୍ଟ ସମୟ ଭିତ୍ତିକ ସେବା ବିଲକୁ କେନ୍ଦ୍ର ମନ୍ତ୍ରିମଣ୍ଡଳ ଗୁରୁବାର ମଞ୍ଜୁରି ଦେଇଛି । ଏହି ବିଲ ଅନୁଯାୟୀ ଅଭିଯୋଗ ନିବାରଣ ପାଇଁ ଜିଲା ସ୍ତରରେ ଏବଂ କେନ୍ଦ୍ର ସ୍ତରରେ କମିଶନ ଗଠନ କରାଯିବ । ଏଥିରେ ଅବହେଳା କରୁଥିବା ଅଧିକାରୀଙ୍କ ଉପରେ ଜୋରିମାନା ଲଗାଯିବ । ନାଗରିକ ସନଦ ପ୍ରକାଶ କରିବା ପ୍ରତ୍ୟେକ ବିଭାଗ ପାଇଁ ବାଧ୍ୟତାମୂଳକ ହେବ । <box>385 1290 565 1467</box>
